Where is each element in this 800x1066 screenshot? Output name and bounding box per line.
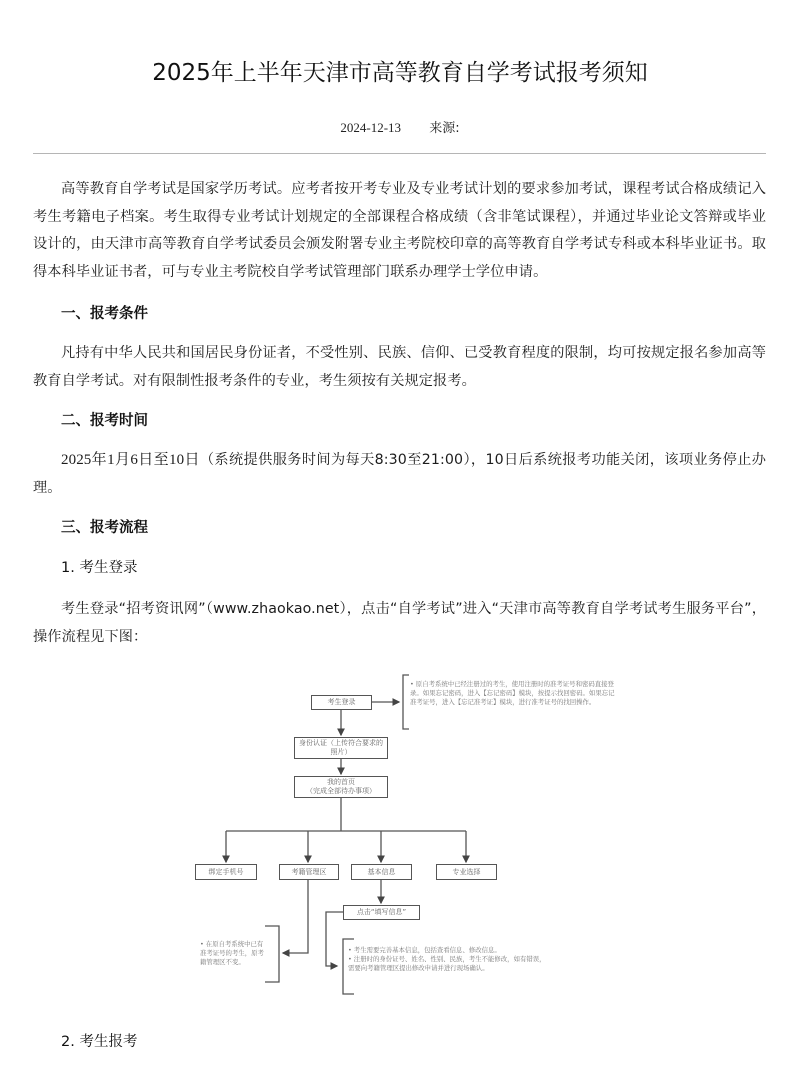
flow-node-fill-info: 点击“填写信息” (343, 905, 420, 920)
intro-paragraph: 高等教育自学考试是国家学历考试。应考者按开考专业及专业考试计划的要求参加考试，课程考试合格成绩记入考生考籍电子档案。考生取得专业考试计划规定的全部课程合格成绩（含非笔试课程），并通过毕业论文答辩或毕业设计的，由天津市高等教育自学考试委员会颁发附署专业主考院校印章的高等教育自学考试专科或本科毕业证书。取得本科毕业证书者，可与专业主考院校自学考试管理部门联系办理学士学位申请。 (33, 181, 766, 280)
flow-node-basic-info: 基本信息 (351, 864, 412, 880)
source-label: 来源: (429, 121, 460, 136)
flow-note-basic-info-2: • 注册时的身份证号、姓名、性别、民族，考生不能修改，如有错误，需要向考籍管理区提出修改申请并进行现场确认。 (348, 955, 546, 973)
publish-date: 2024-12-13 (340, 120, 402, 135)
article-meta (0, 117, 800, 136)
page-title: 2025年上半年天津市高等教育自学考试报考须知 (152, 60, 648, 86)
flow-node-homepage-line2: （完成全部待办事项） (306, 787, 376, 795)
flow-node-login: 考生登录 (311, 695, 372, 710)
eligibility-paragraph-block (33, 340, 766, 395)
section-heading-eligibility: 一、报考条件 (61, 306, 148, 322)
registration-date-range: 2025年1月6日至10日 (61, 452, 200, 468)
section-heading-process: 三、报考流程 (61, 520, 148, 536)
login-paragraph: 考生登录“招考资讯网”（www.zhaokao.net），点击“自学考试”进入“天津市高等教育自学考试考生服务平台”，操作流程见下图： (33, 601, 766, 645)
login-paragraph-block (33, 596, 766, 651)
flow-note-login: • 原自考系统中已经注册过的考生，使用注册时的准考证号和密码直接登录。如果忘记密码，进入【忘记密码】模块，按提示找回密码。如果忘记准考证号，进入【忘记准考证】模块，进行准考证号的找回操作。 (410, 680, 615, 707)
flow-node-homepage-line1: 我的首页 (327, 778, 355, 786)
flow-node-major-select: 专业选择 (436, 864, 497, 880)
registration-time-rest: ，10日后系统报考功能关闭，该项业务停止办理。 (33, 452, 766, 496)
flow-note-record-area: • 在原自考系统中已有准考证号的考生，原考籍管理区不变。 (200, 940, 264, 967)
flow-note-basic-info-1: • 考生需要完善基本信息，包括查看信息、修改信息。 (348, 946, 501, 954)
flow-node-record-area: 考籍管理区 (279, 864, 339, 880)
flow-node-identity: 身份认证（上传符合要求的照片） (294, 737, 388, 759)
registration-time-paragraph (33, 447, 766, 502)
step-heading-login: 1. 考生登录 (61, 560, 138, 576)
step-heading-register: 2. 考生报考 (61, 1034, 138, 1050)
flow-node-bind-phone: 绑定手机号 (195, 864, 257, 880)
intro-paragraph-block (33, 176, 766, 286)
title-divider (33, 153, 766, 154)
service-hours: （系统提供服务时间为每天8:30至21:00） (199, 452, 471, 468)
eligibility-paragraph: 凡持有中华人民共和国居民身份证者，不受性别、民族、信仰、已受教育程度的限制，均可按规定报名参加高等教育自学考试。对有限制性报考条件的专业，考生须按有关规定报考。 (33, 345, 766, 389)
flow-node-homepage (294, 776, 388, 798)
section-heading-registration-time: 二、报考时间 (61, 413, 148, 429)
flow-note-basic-info (348, 946, 548, 974)
registration-time-paragraph-block (33, 447, 766, 502)
